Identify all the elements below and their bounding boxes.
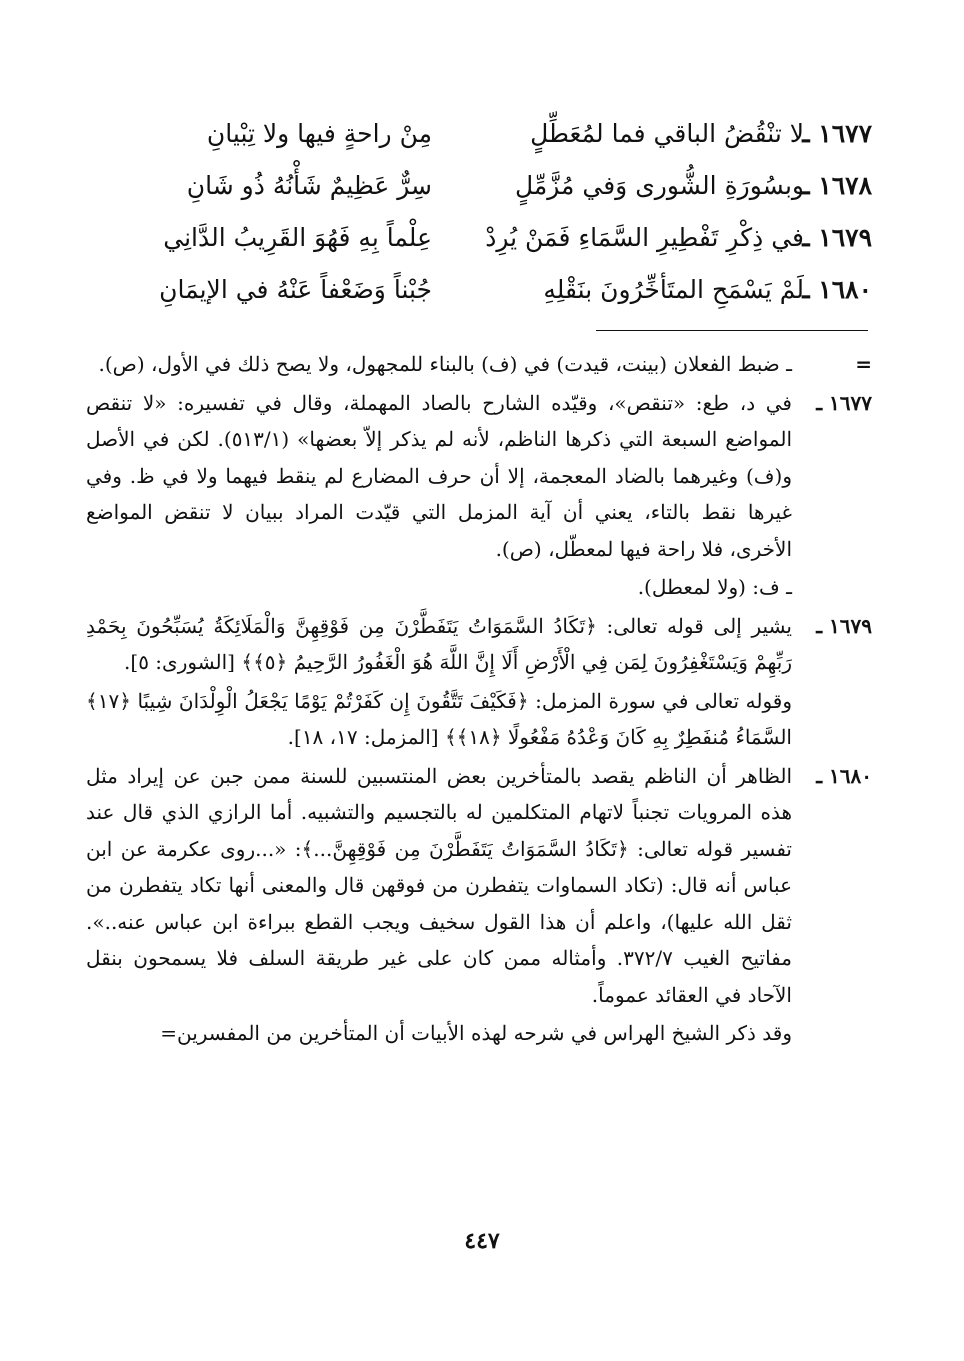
verse-line [82, 264, 872, 316]
verse-line [82, 212, 872, 264]
footnote-paragraph: ـ ف: (ولا لمعطل). [637, 575, 792, 599]
verse-number: ١٦٨٠ ـ [802, 275, 872, 304]
verse-first-hemistich: وبسُورَةِ الشُّورى وَفي مُزَّمِّلٍ [514, 171, 804, 200]
footnote-body [86, 346, 792, 383]
verse-first-hemistich: في ذِكْرِ تَفْطِيرِ السَّمَاءِ فَمَنْ يُرِدْ [485, 223, 804, 252]
footnote-paragraph: يشير إلى قوله تعالى: ﴿تَكَادُ السَّمَوَاتُ يَتَفَطَّرْنَ مِن فَوْقِهِنَّ وَالْمَلَائِكَةُ يُسَبِّحُونَ بِحَمْدِ رَبِّهِمْ وَيَسْتَغْفِرُونَ لِمَن فِي الْأَرْضِ أَلَا إِنَّ اللَّهَ هُوَ الْغَفُورُ الرَّحِيمُ ﴿٥﴾﴾ [الشورى: ٥]. [86, 613, 792, 674]
footnote-body [86, 608, 792, 756]
footnote [86, 608, 872, 756]
verse-first-hemistich: لَمْ يَسْمَحِ المتَأخِّرُونَ بنَقْلِهِ [543, 275, 804, 304]
page-number: ٤٤٧ [464, 1228, 500, 1254]
footnote-body [86, 385, 792, 606]
verse-second-hemistich: سِرٌّ عَظِيمٌ شَأْنُهُ ذُو شَانِ [186, 171, 432, 200]
verse-line [82, 108, 872, 160]
footnote-paragraph: وقوله تعالى في سورة المزمل: ﴿فَكَيْفَ تَتَّقُونَ إِن كَفَرْتُمْ يَوْمًا يَجْعَلُ الْوِلْدَانَ شِيبًا ﴿١٧﴾ السَّمَاءُ مُنفَطِرٌ بِهِ كَانَ وَعْدُهُ مَفْعُولًا ﴿١٨﴾﴾ [المزمل: ١٧، ١٨]. [86, 688, 792, 749]
footnote-paragraph: وقد ذكر الشيخ الهراس في شرحه لهذه الأبيات أن المتأخرين من المفسرين= [160, 1021, 792, 1045]
verse-number: ١٦٧٩ ـ [802, 223, 872, 252]
verse-number: ١٦٧٨ ـ [802, 171, 872, 200]
verse-number: ١٦٧٧ ـ [802, 119, 872, 148]
footnote [86, 346, 872, 383]
verse-first-hemistich: لا تنْقُضُ الباقي فما لمُعَطِّلٍ [530, 119, 804, 148]
poem-verses [82, 108, 872, 316]
footnote-marker: ١٦٧٩ ـ [816, 613, 872, 638]
verse-second-hemistich: مِنْ راحةٍ فيها ولا تِبْيانِ [206, 119, 432, 148]
verse-line [82, 160, 872, 212]
footnote [86, 758, 872, 1052]
footnote-marker: ١٦٨٠ ـ [816, 763, 872, 788]
verse-second-hemistich: عِلْماً بِهِ فَهُوَ القَرِيبُ الدَّانِي [163, 223, 432, 252]
verse-second-hemistich: جُبْناً وَضَعْفاً عَنْهُ في الإيمَانِ [159, 275, 432, 304]
footnotes [86, 346, 872, 1054]
footnote-marker: ١٦٧٧ ـ [816, 390, 872, 415]
footnote-paragraph: الظاهر أن الناظم يقصد بالمتأخرين بعض المنتسبين للسنة ممن جبن عن إيراد مثل هذه المرويات تجنباً لاتهام المتكلمين له بالتجسيم والتشبيه. أما الرازي الذي قال عند تفسير قوله تعالى: ﴿تَكَادُ السَّمَوَاتُ يَتَفَطَّرْنَ مِن فَوْقِهِنَّ...﴾: «...روى عكرمة عن ابن عباس أنه قال: (تكاد السماوات يتفطرن من فوقهن قال والمعنى أنها تكاد يتفطرن من ثقل الله عليها)، واعلم أن هذا القول سخيف ويجب القطع ببراءة ابن عباس عنه..». مفاتيح الغيب ٣٧٢/٧. وأمثاله ممن كان على غير طريقة السلف فلا يسمحون بنقل الآحاد في العقائد عموماً. [86, 763, 793, 1007]
footnote [86, 385, 872, 606]
footnote-paragraph: في د، طع: «تنقص»، وقيّده الشارح بالصاد المهملة، وقال في تفسيره: «لا تنقص المواضع السبعة التي ذكرها الناظم، لأنه لم يذكر إلاّ بعضها» (٥١٣/١). لكن في الأصل و(ف) وغيرهما بالضاد المعجمة، إلا أن حرف المضارع لم ينقط فيهما ولا في ظ. وفي غيرها نقط بالتاء، يعني أن آية المزمل التي قيّدت المراد ببيان لا تنقض المواضع الأخرى، فلا راحة فيها لمعطّل، (ص). [86, 390, 793, 561]
footnote-separator [596, 330, 868, 331]
footnote-paragraph: ـ ضبط الفعلان (بينت، قيدت) في (ف) بالبناء للمجهول، ولا يصح ذلك في الأول، (ص). [98, 352, 792, 376]
footnote-marker: = [855, 352, 872, 376]
footnote-body [86, 758, 792, 1052]
